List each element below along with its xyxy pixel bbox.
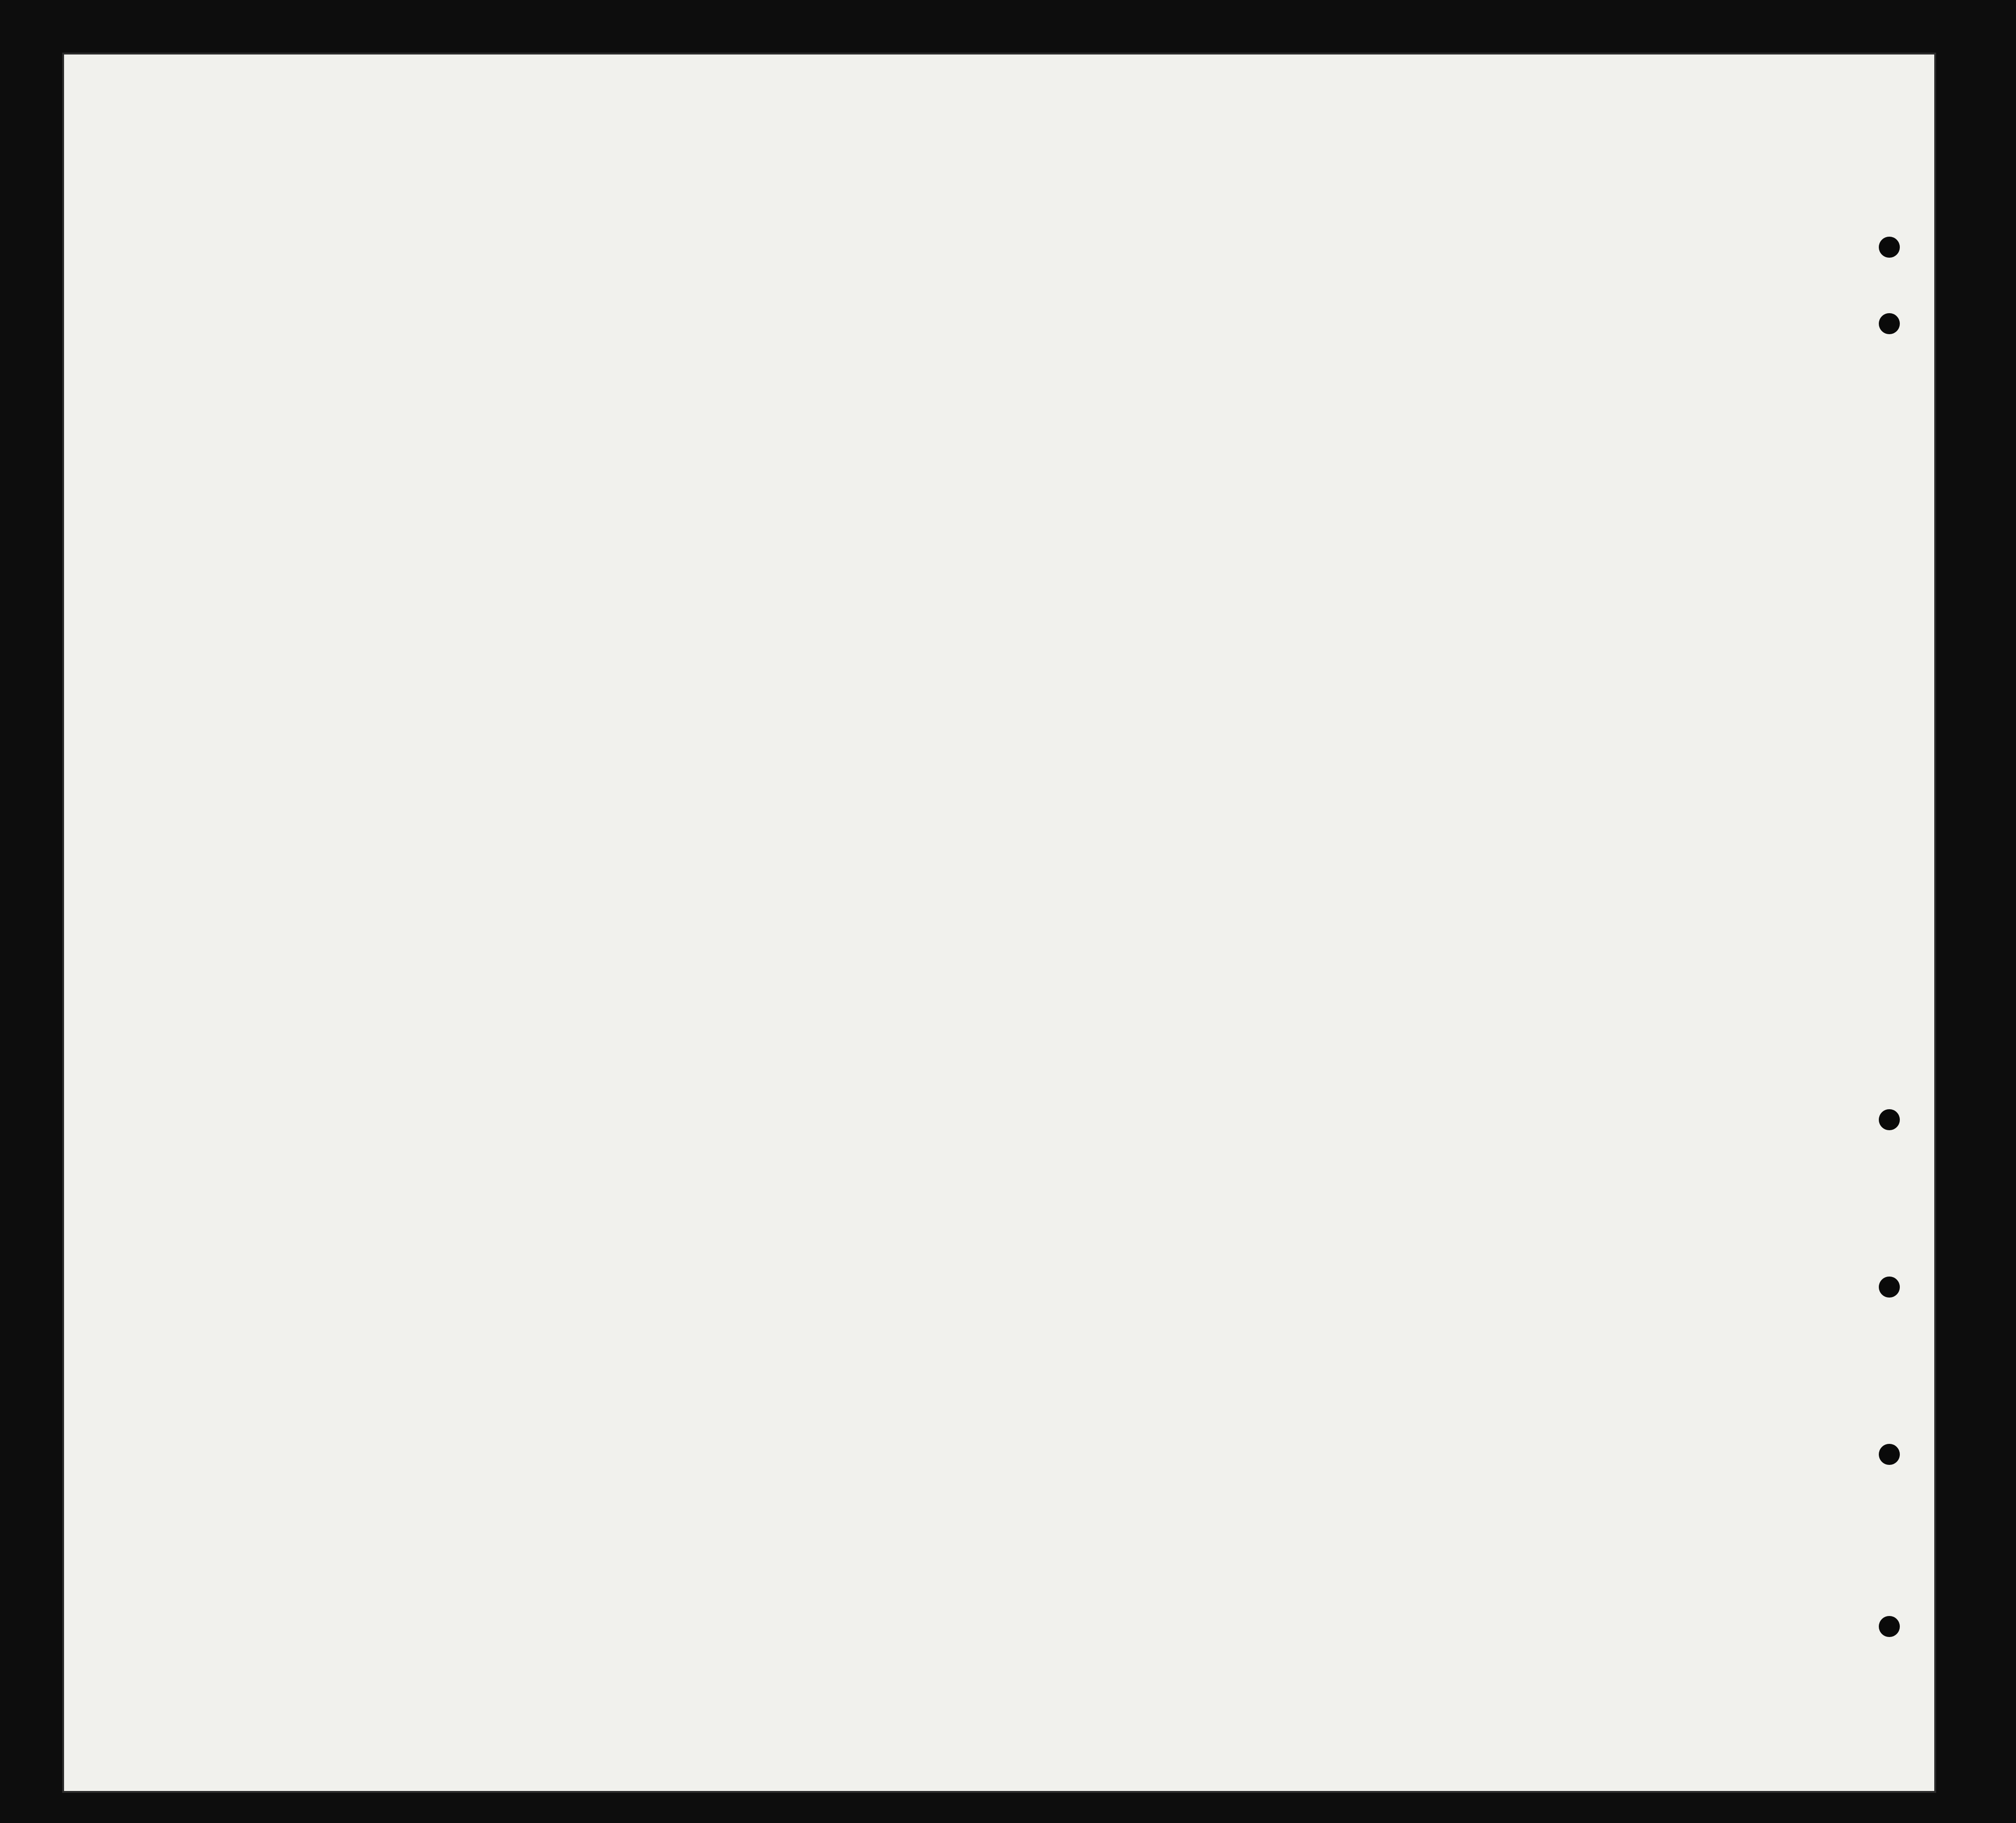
punch-hole (1879, 1277, 1900, 1298)
manifest-sheet (62, 53, 1936, 1793)
punch-hole (1879, 1444, 1900, 1465)
punch-hole (1879, 1616, 1900, 1637)
punch-hole (1879, 313, 1900, 334)
punch-hole (1879, 1109, 1900, 1130)
punch-hole (1879, 237, 1900, 258)
ruled-grid (62, 53, 1936, 1793)
